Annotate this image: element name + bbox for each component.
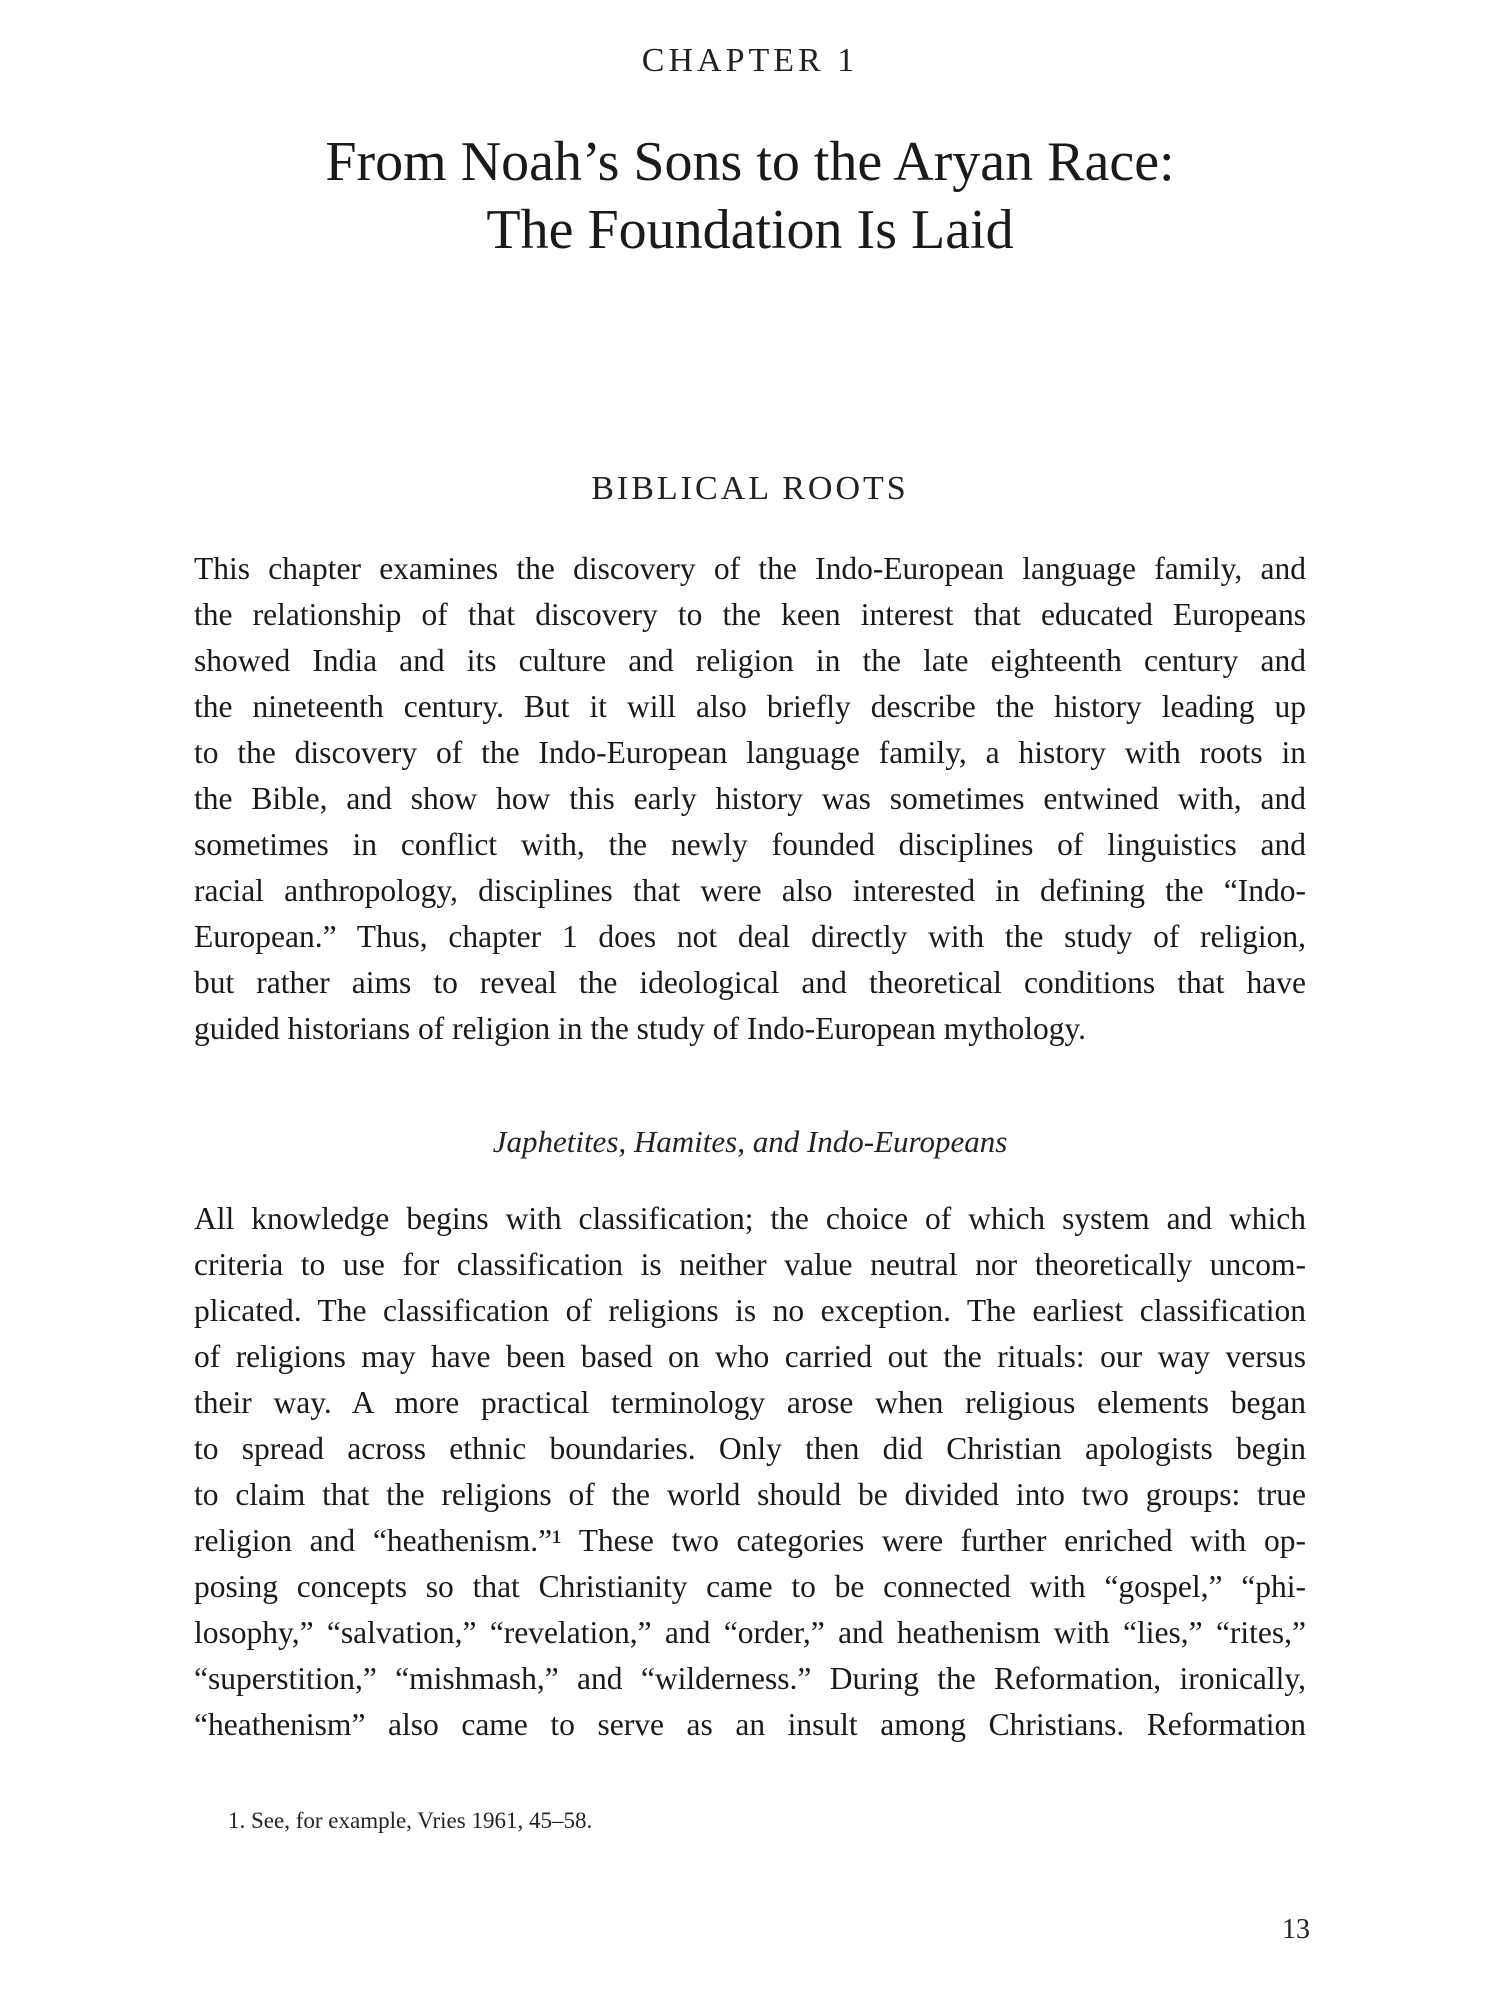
- text-line: of religions may have been based on who carried out the rituals: our way versus: [194, 1339, 1306, 1374]
- text-line: losophy,” “salvation,” “revelation,” and “order,” and heathenism with “lies,” “rites,”: [194, 1615, 1306, 1650]
- section-heading: BIBLICAL ROOTS: [591, 470, 909, 507]
- chapter-title-line-1: From Noah’s Sons to the Aryan Race:: [325, 131, 1175, 193]
- text-line: the relationship of that discovery to the keen interest that educated Europeans: [194, 597, 1306, 632]
- text-line: guided historians of religion in the study of Indo-European mythology.: [194, 1011, 1087, 1046]
- text-line: European.” Thus, chapter 1 does not deal directly with the study of religion,: [194, 919, 1306, 954]
- text-line: posing concepts so that Christianity came to be connected with “gospel,” “phi-: [194, 1569, 1306, 1604]
- text-line: racial anthropology, disciplines that were also interested in defining the “Indo-: [194, 873, 1306, 908]
- page-number: 13: [1282, 1914, 1310, 1945]
- text-line: religion and “heathenism.”¹ These two categories were further enriched with op-: [194, 1523, 1306, 1558]
- text-line: “heathenism” also came to serve as an insult among Christians. Reformation: [194, 1707, 1306, 1742]
- chapter-title-line-2: The Foundation Is Laid: [486, 199, 1014, 261]
- text-line: This chapter examines the discovery of the Indo-European language family, and: [194, 551, 1306, 586]
- text-line: the Bible, and show how this early history was sometimes entwined with, and: [194, 781, 1306, 816]
- chapter-title: [0, 128, 1500, 264]
- intro-paragraph: [194, 546, 1306, 1052]
- chapter-label: CHAPTER 1: [641, 42, 859, 79]
- text-line: showed India and its culture and religion in the late eighteenth century and: [194, 643, 1306, 678]
- text-line: All knowledge begins with classification; the choice of which system and which: [194, 1201, 1306, 1236]
- text-line: the nineteenth century. But it will also briefly describe the history leading up: [194, 689, 1306, 724]
- classification-paragraph: [194, 1196, 1306, 1748]
- footnote: 1. See, for example, Vries 1961, 45–58.: [228, 1808, 593, 1833]
- text-line: “superstition,” “mishmash,” and “wilderness.” During the Reformation, ironically,: [194, 1661, 1306, 1696]
- text-line: their way. A more practical terminology arose when religious elements began: [194, 1385, 1306, 1420]
- text-line: but rather aims to reveal the ideological and theoretical conditions that have: [194, 965, 1306, 1000]
- text-line: criteria to use for classification is neither value neutral nor theoretically uncom-: [194, 1247, 1306, 1282]
- text-line: plicated. The classification of religions is no exception. The earliest classification: [194, 1293, 1306, 1328]
- text-line: sometimes in conflict with, the newly founded disciplines of linguistics and: [194, 827, 1306, 862]
- text-line: to claim that the religions of the world should be divided into two groups: true: [194, 1477, 1306, 1512]
- subsection-heading: Japhetites, Hamites, and Indo-Europeans: [492, 1124, 1008, 1159]
- text-line: to spread across ethnic boundaries. Only then did Christian apologists begin: [194, 1431, 1306, 1466]
- text-line: to the discovery of the Indo-European language family, a history with roots in: [194, 735, 1306, 770]
